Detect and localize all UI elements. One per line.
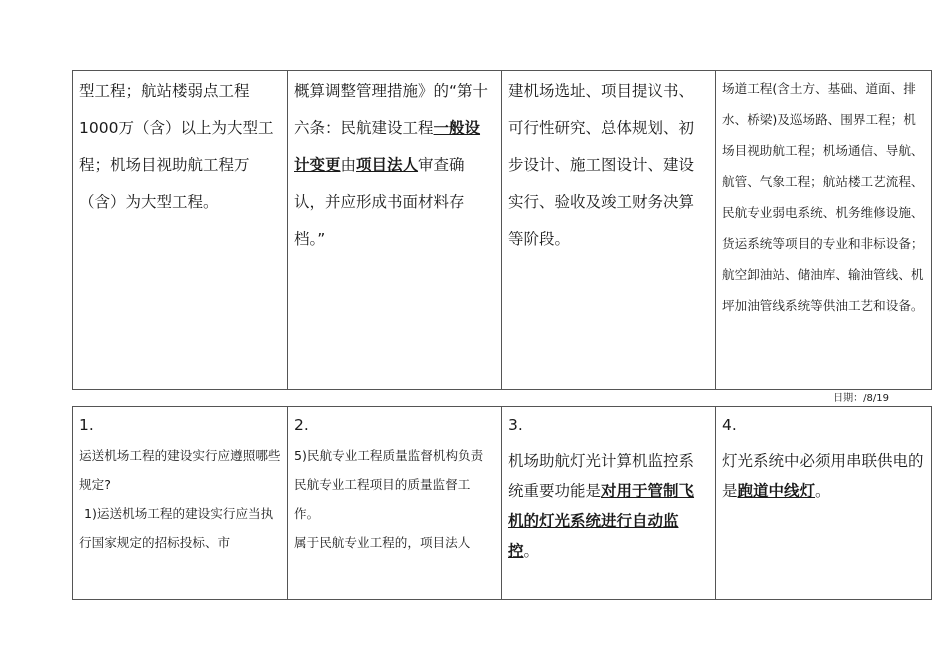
emphasis-answer: 对用于管制飞机的灯光系统进行自动监控 xyxy=(508,482,695,560)
text-run: 灯光系统中必须用串联供电的是 xyxy=(722,452,924,500)
text-run: 由 xyxy=(340,156,357,174)
cell-text: 建机场选址、项目提议书、可行性研究、总体规划、初步设计、施工图设计、建设实行、验收及竣工财务决算等阶段。 xyxy=(508,82,695,248)
text-run: 。 xyxy=(815,482,831,500)
lower-table xyxy=(72,406,932,600)
paragraph: 1)运送机场工程的建设实行应当执行国家规定的招标投标、市 xyxy=(79,506,274,550)
paragraph xyxy=(508,446,709,566)
upper-cell-2 xyxy=(288,71,502,390)
text-run: 概算调整管理措施》的“第十六条：民航建设工程 xyxy=(294,82,489,137)
text-run: 。 xyxy=(523,542,540,560)
table-row xyxy=(73,71,932,390)
upper-cell-3 xyxy=(502,71,716,390)
emphasis-general-design-change: 一般设计变更 xyxy=(294,119,481,174)
lower-cell-3 xyxy=(502,407,716,600)
date-label: 日期：/8/19 xyxy=(833,393,889,404)
upper-cell-1 xyxy=(73,71,288,390)
lower-cell-2 xyxy=(288,407,502,600)
emphasis-answer: 跑道中线灯 xyxy=(737,482,816,500)
upper-table xyxy=(72,70,932,390)
cell-text xyxy=(294,73,495,258)
text-run: 机场助航灯光计算机监控系统重要功能是 xyxy=(508,452,695,500)
text-run: 审查确认，并应形成书面材料存档。” xyxy=(294,156,465,248)
cell-text: 型工程；航站楼弱点工程1000万（含）以上为大型工程；机场目视助航工程万（含）为大型工程。 xyxy=(79,82,274,211)
lower-cell-1 xyxy=(73,407,288,600)
upper-cell-4 xyxy=(716,71,932,390)
item-number: 3. xyxy=(508,416,523,434)
paragraph: 运送机场工程的建设实行应遵照哪些规定? xyxy=(79,448,281,492)
paragraph xyxy=(722,446,925,506)
paragraph: 属于民航专业工程的，项目法人 xyxy=(294,535,471,550)
cell-text: 场道工程(含土方、基础、道面、排水、桥梁)及巡场路、围界工程；机场目视助航工程；机场通信、导航、航管、气象工程；航站楼工艺流程、民航专业弱电系统、机务维修设施、货运系统等项目的专业和非标设备；航空卸油站、储油库、输油管线、机坪加油管线系统等供油工艺和设备。 xyxy=(722,81,924,313)
item-number: 1. xyxy=(79,416,94,434)
lower-cell-4 xyxy=(716,407,932,600)
emphasis-project-legal-person: 项目法人 xyxy=(356,156,419,174)
table-row xyxy=(73,407,932,600)
paragraph: 5)民航专业工程质量监督机构负责民航专业工程项目的质量监督工作。 xyxy=(294,448,484,521)
item-number: 4. xyxy=(722,416,737,434)
item-number: 2. xyxy=(294,416,309,434)
